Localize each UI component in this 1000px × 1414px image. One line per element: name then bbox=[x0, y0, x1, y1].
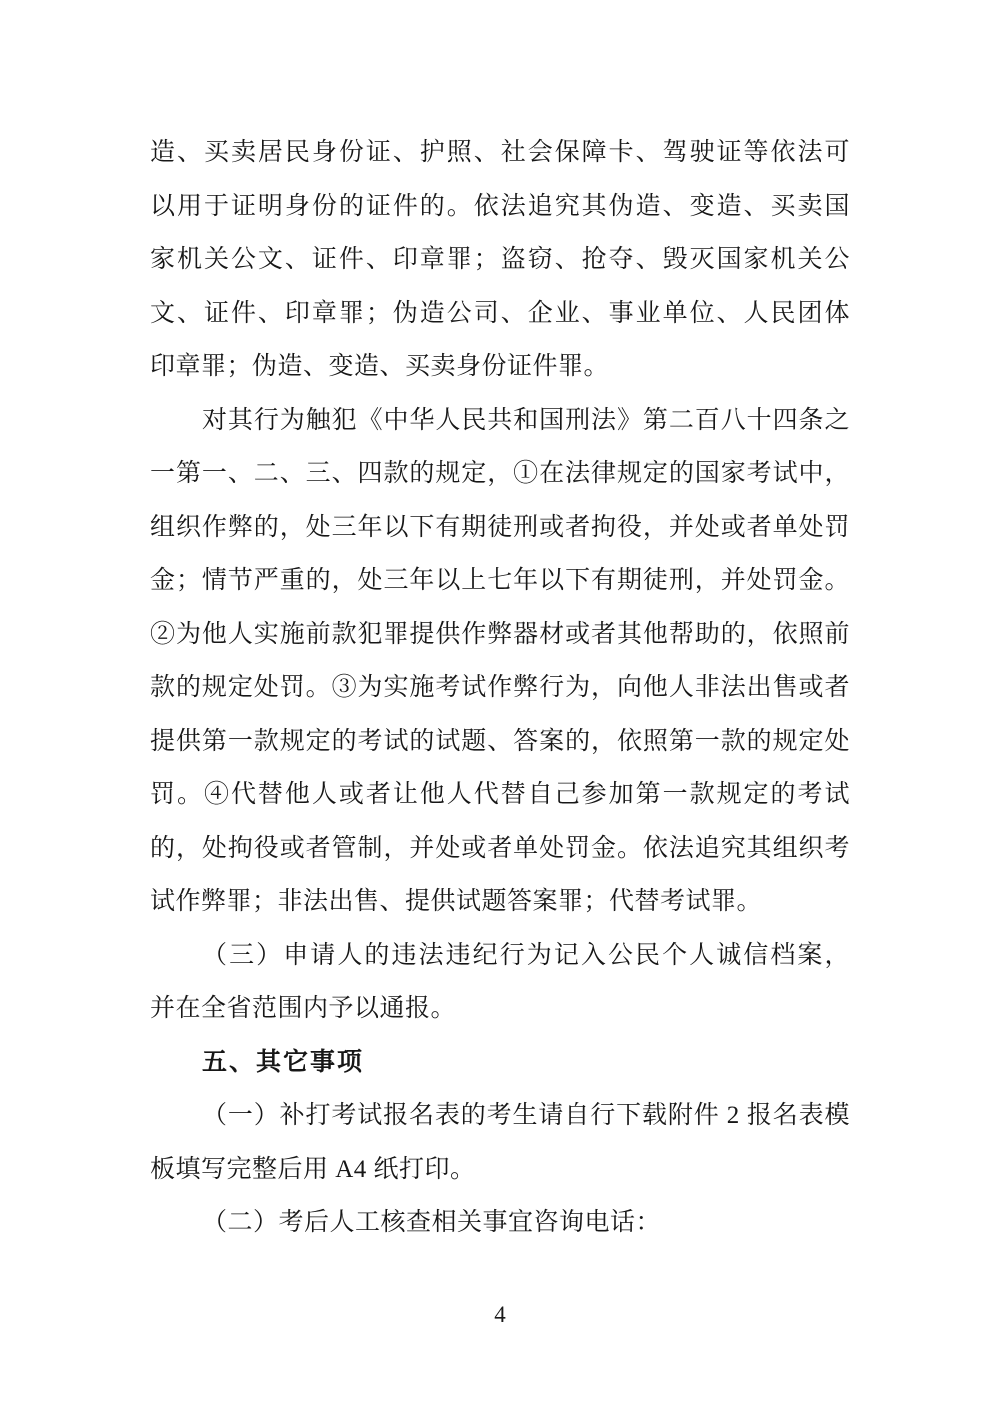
document-body bbox=[150, 126, 850, 1250]
text-line: 印章罪；伪造、变造、买卖身份证件罪。 bbox=[150, 353, 610, 380]
text-line: （一）补打考试报名表的考生请自行下载附件 2 报名表模 bbox=[202, 1102, 850, 1129]
text-line: 的，处拘役或者管制，并处或者单处罚金。依法追究其组织考 bbox=[150, 834, 850, 862]
text-line: 文、证件、印章罪；伪造公司、企业、事业单位、人民团体 bbox=[150, 299, 850, 327]
text-line: 一第一、二、三、四款的规定，①在法律规定的国家考试中， bbox=[150, 460, 850, 487]
text-line: ②为他人实施前款犯罪提供作弊器材或者其他帮助的，依照前 bbox=[150, 620, 850, 648]
text-line: 造、买卖居民身份证、护照、社会保障卡、驾驶证等依法可 bbox=[150, 139, 850, 166]
text-line: 家机关公文、证件、印章罪；盗窃、抢夺、毁灭国家机关公 bbox=[150, 246, 850, 273]
text-line: 提供第一款规定的考试的试题、答案的，依照第一款的规定处 bbox=[150, 727, 850, 755]
page-number: 4 bbox=[494, 1302, 506, 1327]
text-line: 款的规定处罚。③为实施考试作弊行为，向他人非法出售或者 bbox=[150, 674, 850, 701]
text-line: 试作弊罪；非法出售、提供试题答案罪；代替考试罪。 bbox=[150, 888, 763, 915]
text-line: 罚。④代替他人或者让他人代替自己参加第一款规定的考试 bbox=[150, 781, 850, 808]
text-line: 组织作弊的，处三年以下有期徒刑或者拘役，并处或者单处罚 bbox=[150, 513, 850, 541]
text-line: （三）申请人的违法违纪行为记入公民个人诚信档案， bbox=[202, 941, 850, 969]
section-heading: 五、其它事项 bbox=[202, 1047, 365, 1076]
text-line: 以用于证明身份的证件的。依法追究其伪造、变造、买卖国 bbox=[150, 192, 850, 220]
text-line: 板填写完整后用 A4 纸打印。 bbox=[150, 1155, 476, 1183]
text-line: （二）考后人工核查相关事宜咨询电话： bbox=[202, 1209, 662, 1236]
text-line: 对其行为触犯《中华人民共和国刑法》第二百八十四条之 bbox=[202, 406, 850, 434]
text-line: 并在全省范围内予以通报。 bbox=[150, 995, 457, 1022]
text-line: 金；情节严重的，处三年以上七年以下有期徒刑，并处罚金。 bbox=[150, 567, 850, 594]
